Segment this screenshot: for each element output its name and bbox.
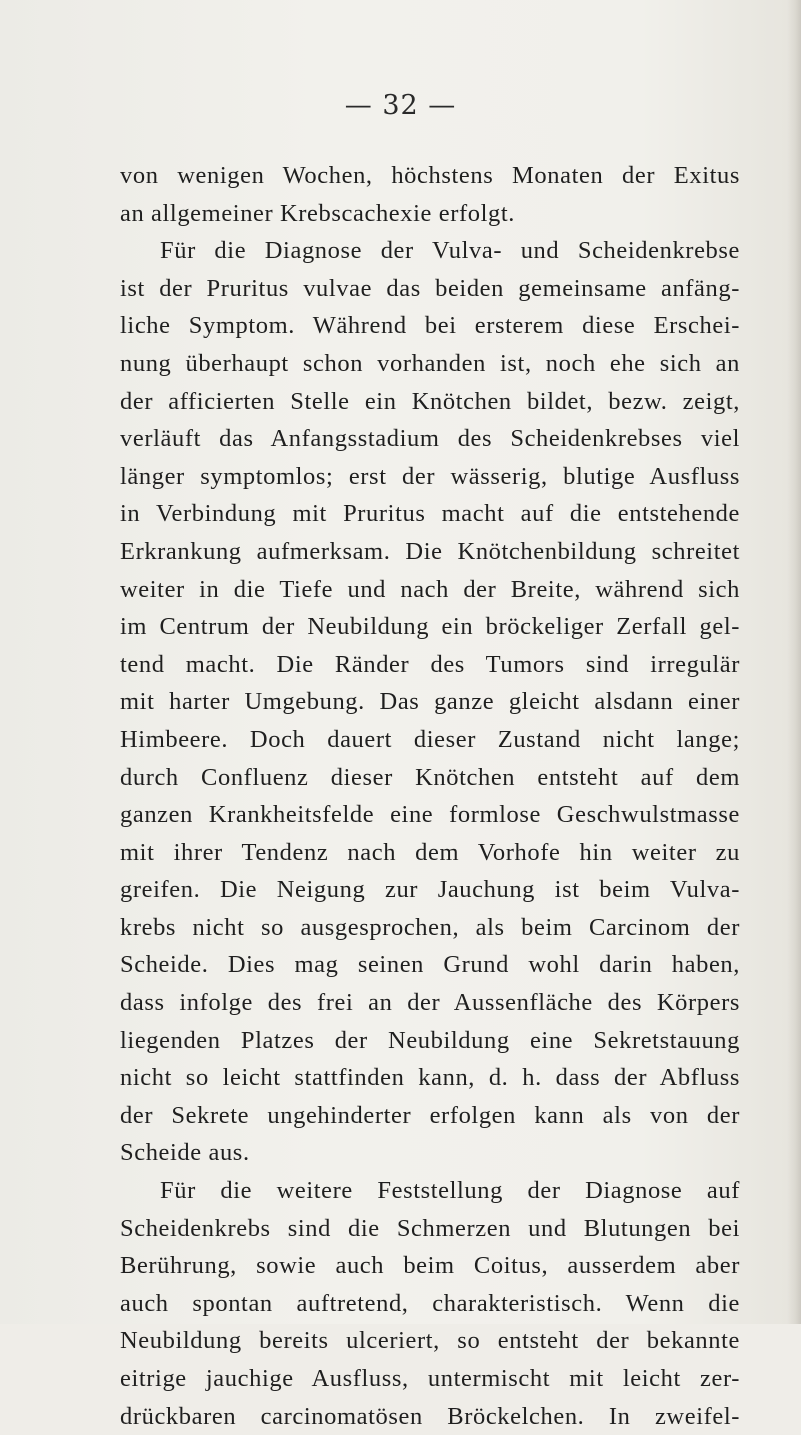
text-line: der afficierten Stelle ein Knötchen bildet, bezw. zeigt,: [120, 387, 740, 415]
text-line: weiter in die Tiefe und nach der Breite, während sich: [120, 575, 740, 603]
text-line: Scheide. Dies mag seinen Grund wohl darin haben,: [120, 951, 740, 979]
text-line: Scheide aus.: [120, 1139, 250, 1167]
text-line: Himbeere. Doch dauert dieser Zustand nicht lange;: [120, 725, 740, 753]
text-line: liegenden Platzes der Neubildung eine Sekretstauung: [120, 1026, 740, 1054]
text-line: nicht so leicht stattfinden kann, d. h. dass der Abfluss: [120, 1064, 740, 1092]
page-number: — 32 —: [344, 90, 457, 121]
text-line: Für die Diagnose der Vulva- und Scheidenkrebse: [160, 237, 740, 265]
text-line: Neubildung bereits ulceriert, so entsteht der bekannte: [120, 1327, 740, 1355]
text-line: Berührung, sowie auch beim Coitus, ausserdem aber: [120, 1252, 740, 1280]
text-line: länger symptomlos; erst der wässerig, blutige Ausfluss: [120, 462, 740, 490]
text-line: ist der Pruritus vulvae das beiden gemeinsame anfäng-: [120, 274, 740, 302]
text-line: tend macht. Die Ränder des Tumors sind irregulär: [120, 650, 740, 678]
text-line: nung überhaupt schon vorhanden ist, noch ehe sich an: [120, 349, 740, 377]
text-line: an allgemeiner Krebscachexie erfolgt.: [120, 199, 515, 227]
text-line: Für die weitere Feststellung der Diagnose auf: [160, 1177, 740, 1205]
text-line: der Sekrete ungehinderter erfolgen kann als von der: [120, 1101, 740, 1129]
text-line: ganzen Krankheitsfelde eine formlose Geschwulstmasse: [120, 801, 740, 829]
text-line: im Centrum der Neubildung ein bröckeliger Zerfall gel-: [120, 613, 740, 641]
text-line: Erkrankung aufmerksam. Die Knötchenbildung schreitet: [120, 537, 740, 565]
text-line: eitrige jauchige Ausfluss, untermischt mit leicht zer-: [120, 1365, 740, 1392]
text-line: krebs nicht so ausgesprochen, als beim Carcinom der: [120, 913, 740, 941]
text-line: verläuft das Anfangsstadium des Scheidenkrebses viel: [120, 425, 740, 453]
text-line: durch Confluenz dieser Knötchen entsteht auf dem: [120, 763, 740, 791]
paragraph-3: [120, 1172, 740, 1435]
paragraph-1: [120, 157, 740, 232]
paragraph-2: [120, 232, 740, 1172]
text-line: drückbaren carcinomatösen Bröckelchen. In zweifel-: [120, 1402, 740, 1430]
page-edge-shadow: [787, 0, 801, 1324]
text-line: liche Symptom. Während bei ersterem diese Erschei-: [120, 312, 740, 340]
text-line: von wenigen Wochen, höchstens Monaten der Exitus: [120, 162, 740, 189]
body-text: [120, 157, 740, 1435]
text-line: Scheidenkrebs sind die Schmerzen und Blutungen bei: [120, 1214, 740, 1242]
text-line: auch spontan auftretend, charakteristisch. Wenn die: [120, 1289, 740, 1317]
text-line: in Verbindung mit Pruritus macht auf die entstehende: [120, 500, 740, 528]
text-line: greifen. Die Neigung zur Jauchung ist beim Vulva-: [120, 876, 740, 904]
text-line: mit ihrer Tendenz nach dem Vorhofe hin weiter zu: [120, 838, 740, 866]
text-line: mit harter Umgebung. Das ganze gleicht alsdann einer: [120, 688, 740, 716]
text-line: dass infolge des frei an der Aussenfläche des Körpers: [120, 989, 740, 1017]
